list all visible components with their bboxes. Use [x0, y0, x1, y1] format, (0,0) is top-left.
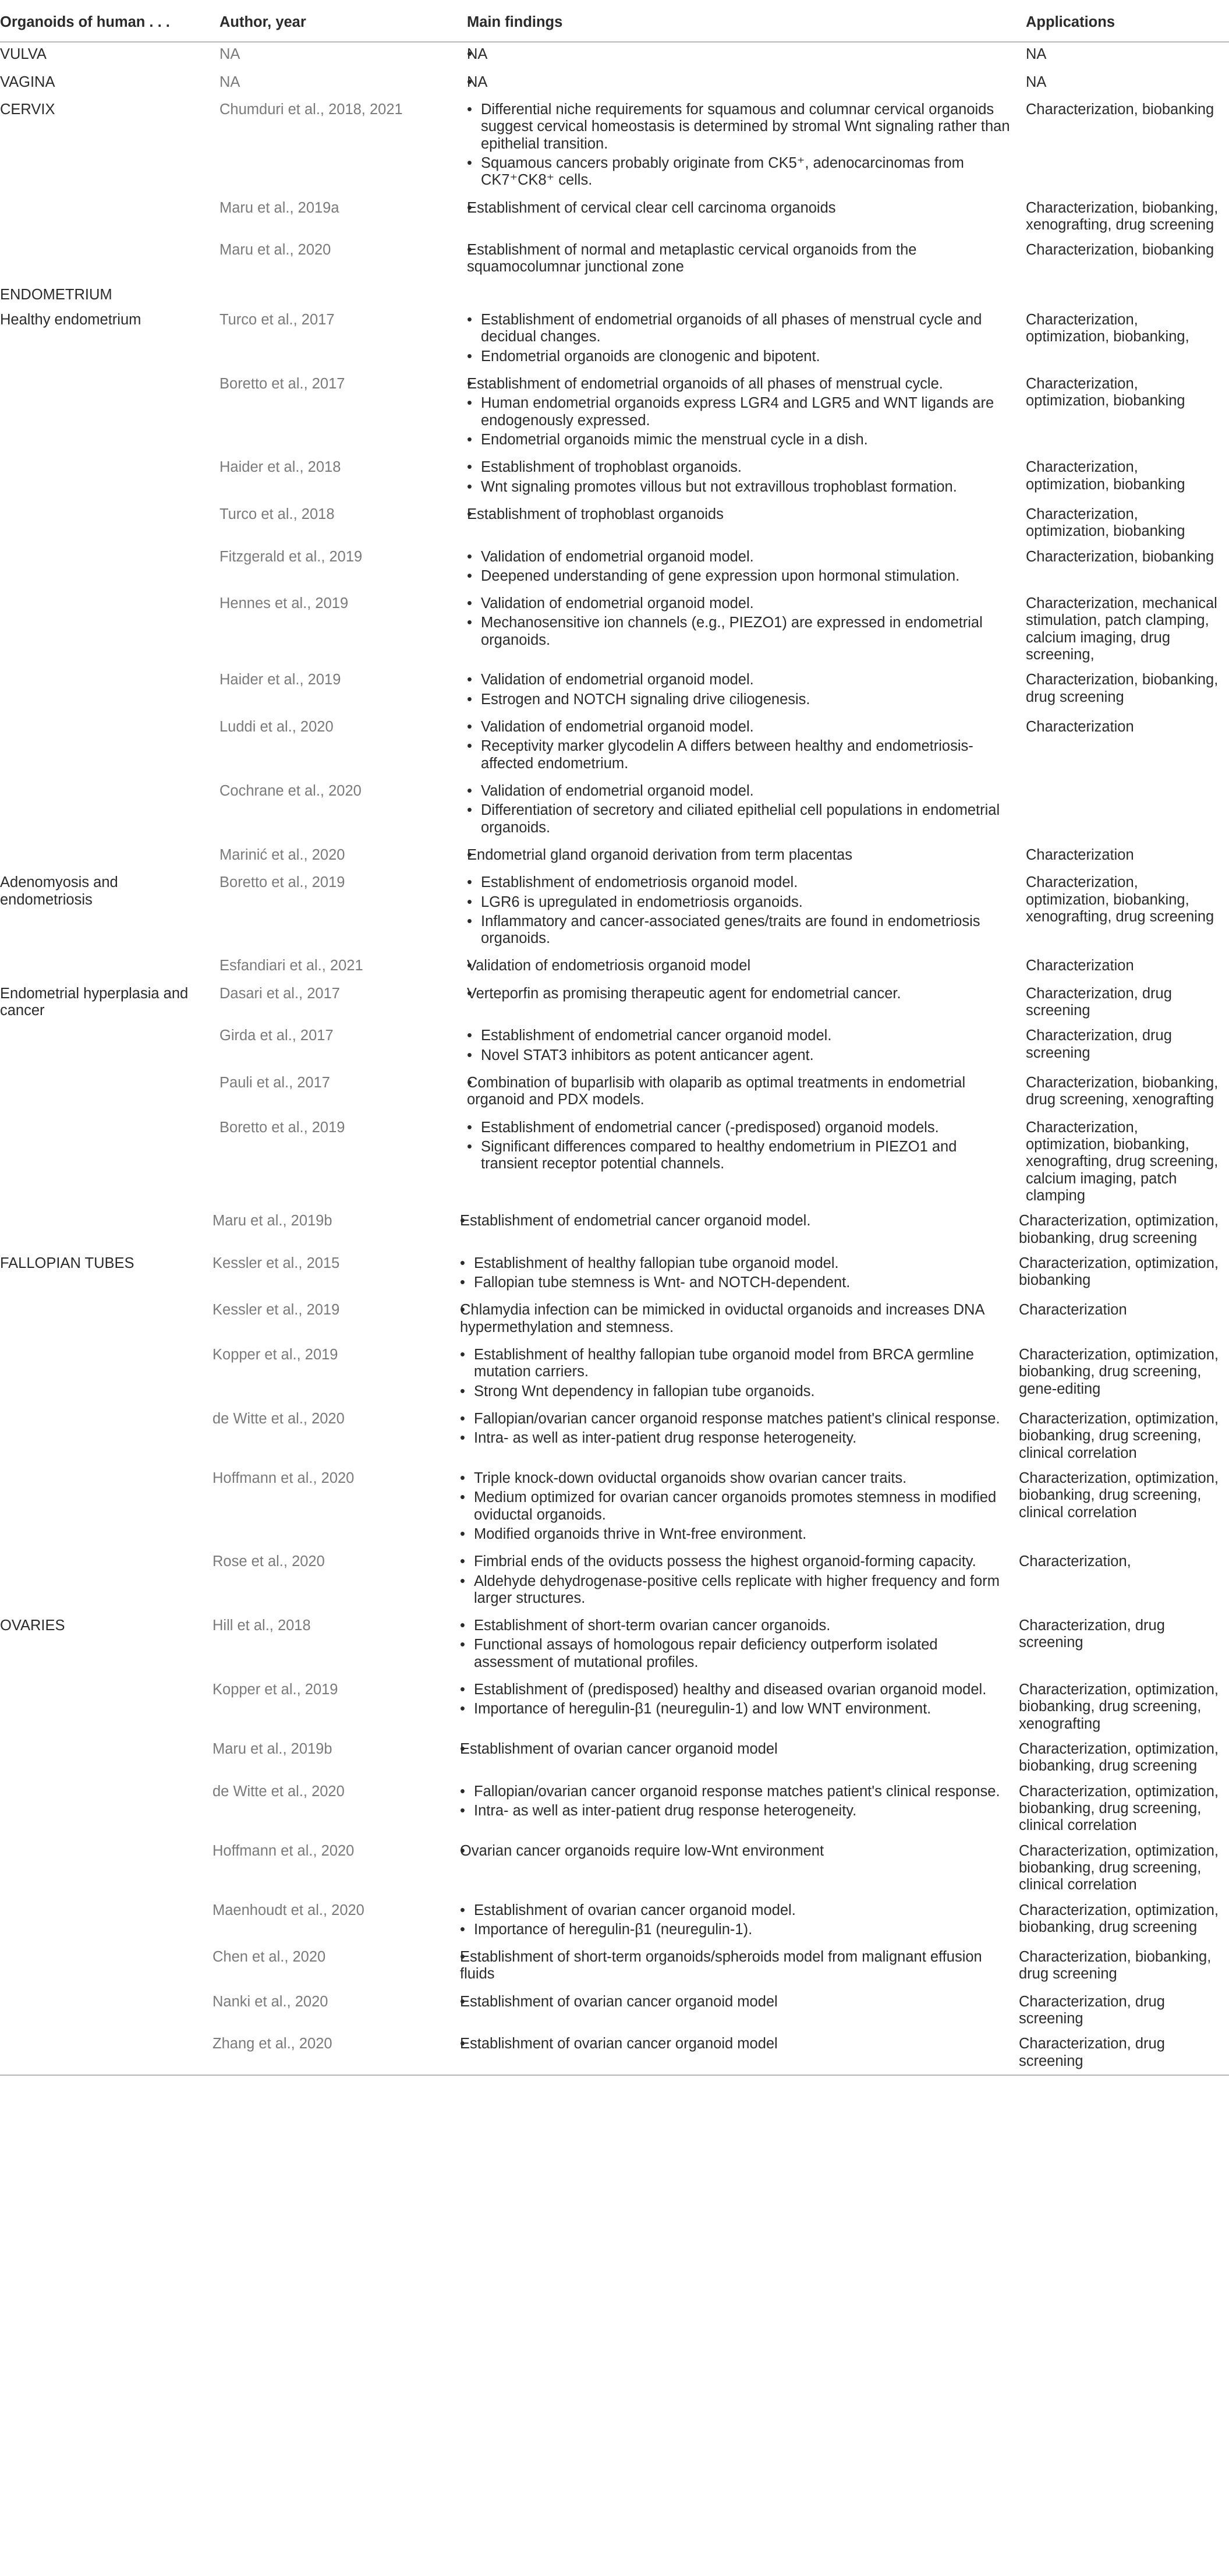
findings-list: [467, 459, 1012, 496]
finding-item: • Triple knock-down oviductal organoids show ovarian cancer traits.: [460, 1470, 1012, 1487]
finding-item: • Establishment of (predisposed) healthy and diseased ovarian organoid model.: [460, 1681, 1012, 1698]
finding-item: • Establishment of trophoblast organoids.: [467, 459, 1012, 476]
author-cell: de Witte et al., 2020: [212, 1411, 345, 1427]
table-row: [0, 1737, 1229, 1780]
findings-cell: [460, 954, 1019, 981]
author-cell: Turco et al., 2017: [219, 312, 335, 328]
findings-cell: [460, 1614, 1019, 1678]
organ-cell: VAGINA: [0, 73, 55, 90]
table-row: [0, 1407, 1229, 1467]
findings-list: [467, 847, 1012, 864]
table-row: [0, 1899, 1229, 1946]
table-row: [0, 954, 1229, 981]
applications-cell: Characterization, biobanking: [1026, 101, 1214, 118]
organ-cell: FALLOPIAN TUBES: [0, 1255, 134, 1271]
finding-item: • Differentiation of secretory and ciliated epithelial cell populations in endometrial organoids.: [467, 802, 1012, 836]
findings-list: [460, 1213, 1012, 1229]
findings-list: [460, 1949, 1012, 1983]
finding-item: • Importance of heregulin-β1 (neuregulin-1) and low WNT environment.: [460, 1701, 1012, 1718]
applications-cell: Characterization, mechanical stimulation, patch clamping, calcium imaging, drug screening,: [1026, 595, 1217, 663]
author-cell: Maru et al., 2019b: [212, 1213, 332, 1229]
applications-cell: Characterization, optimization, biobanking, drug screening: [1019, 1902, 1219, 1935]
finding-item: • Validation of endometrial organoid model.: [467, 595, 1012, 612]
table-row: [0, 1839, 1229, 1899]
table-row: [0, 1298, 1229, 1343]
author-cell: Boretto et al., 2019: [219, 874, 345, 891]
findings-cell: [460, 1678, 1019, 1737]
table-row: [0, 1116, 1229, 1210]
finding-item: • Establishment of cervical clear cell carcinoma organoids: [467, 200, 1012, 217]
author-cell: Kopper et al., 2019: [212, 1681, 338, 1698]
author-cell: Kessler et al., 2019: [212, 1302, 340, 1319]
organ-cell: [0, 503, 212, 545]
findings-list: [467, 549, 1012, 585]
finding-item: • Human endometrial organoids express LGR4 and LGR5 and WNT ligands are endogenously expressed.: [467, 395, 1012, 429]
table-row: [0, 2032, 1229, 2075]
applications-cell: Characterization, optimization, biobanking,: [1026, 312, 1189, 345]
organ-cell: [0, 592, 212, 668]
organ-cell: [0, 668, 212, 715]
organ-cell: [0, 1737, 212, 1780]
applications-cell: Characterization: [1019, 1302, 1127, 1319]
findings-cell: [460, 1298, 1019, 1343]
finding-item: • Chlamydia infection can be mimicked in oviductal organoids and increases DNA hypermethylation and stemness.: [460, 1302, 1012, 1336]
organ-cell: [0, 1990, 212, 2033]
findings-list: [460, 1302, 1012, 1336]
findings-list: [460, 1347, 1012, 1400]
applications-cell: NA: [1026, 73, 1047, 90]
organ-cell: VULVA: [0, 46, 47, 63]
organ-cell: [0, 2032, 212, 2075]
applications-cell: Characterization, optimization, biobanking, drug screening: [1019, 1741, 1219, 1775]
findings-list: [467, 376, 1012, 448]
finding-item: • Wnt signaling promotes villous but not extravillous trophoblast formation.: [467, 479, 1012, 496]
applications-cell: Characterization,: [1019, 1553, 1131, 1570]
author-cell: Zhang et al., 2020: [212, 2032, 460, 2075]
finding-item: • Establishment of endometrial cancer (-predisposed) organoid models.: [467, 1119, 1012, 1136]
finding-item: • Validation of endometrial organoid model.: [467, 549, 1012, 566]
findings-list: [460, 1470, 1012, 1543]
findings-cell: [460, 545, 1019, 592]
finding-item: • Endometrial organoids are clonogenic and bipotent.: [467, 348, 1012, 365]
findings-list: [460, 1902, 1012, 1939]
applications-cell: Characterization, optimization, biobanking, drug screening, clinical correlation: [1019, 1783, 1219, 1834]
author-cell: de Witte et al., 2020: [212, 1783, 345, 1800]
author-cell: Haider et al., 2019: [219, 672, 341, 688]
finding-item: • Combination of buparlisib with olaparib as optimal treatments in endometrial organoid and PDX models.: [467, 1075, 1012, 1109]
applications-cell: Characterization, biobanking: [1026, 242, 1214, 259]
applications-cell: NA: [1026, 46, 1047, 63]
author-cell: Nanki et al., 2020: [212, 1993, 328, 2010]
organ-cell: [0, 715, 212, 779]
table-row: [0, 372, 1229, 455]
finding-item: • NA: [467, 74, 1012, 91]
organ-cell: [0, 843, 212, 871]
findings-list: [467, 242, 1012, 276]
table-row: [0, 779, 1229, 843]
table-row: [0, 283, 1229, 308]
applications-cell: Characterization, optimization, biobanking, drug screening: [1019, 1213, 1219, 1246]
findings-cell: [460, 455, 1019, 503]
author-cell: Boretto et al., 2017: [219, 376, 345, 392]
findings-list: [467, 783, 1012, 836]
organ-cell: [0, 1407, 212, 1467]
findings-list: [467, 985, 1012, 1002]
author-cell: Kessler et al., 2015: [212, 1255, 340, 1271]
applications-cell: Characterization, drug screening: [1026, 1027, 1172, 1061]
findings-cell: [460, 1839, 1019, 1899]
table-row: [0, 1614, 1229, 1678]
finding-item: • Endometrial gland organoid derivation from term placentas: [467, 847, 1012, 864]
author-cell: Hennes et al., 2019: [219, 595, 349, 612]
organ-cell: CERVIX: [0, 101, 55, 118]
findings-cell: [460, 592, 1019, 668]
author-cell: Fitzgerald et al., 2019: [219, 548, 363, 565]
findings-cell: [460, 1945, 1019, 1990]
finding-item: • Estrogen and NOTCH signaling drive ciliogenesis.: [467, 691, 1012, 708]
table-row: [0, 1990, 1229, 2033]
table-header: [0, 0, 1229, 42]
findings-cell: [460, 372, 1019, 455]
organ-cell: OVARIES: [0, 1617, 65, 1634]
applications-cell: Characterization, drug screening: [1019, 1993, 1165, 2027]
author-cell: Boretto et al., 2019: [219, 1119, 345, 1136]
author-cell: NA: [219, 73, 240, 90]
findings-list: [467, 672, 1012, 708]
finding-item: • Functional assays of homologous repair deficiency outperform isolated assessment of mutational profiles.: [460, 1637, 1012, 1671]
finding-item: • LGR6 is upregulated in endometriosis organoids.: [467, 894, 1012, 911]
finding-item: • Validation of endometrial organoid model.: [467, 719, 1012, 736]
organ-cell: [0, 1467, 212, 1550]
finding-item: • Establishment of healthy fallopian tube organoid model.: [460, 1255, 1012, 1272]
organ-cell: [0, 372, 212, 455]
finding-item: • Establishment of endometrial cancer organoid model.: [460, 1213, 1012, 1229]
findings-cell: [460, 1024, 1019, 1071]
findings-list: [467, 46, 1012, 63]
applications-cell: Characterization, biobanking, drug screening: [1019, 1949, 1212, 1983]
table-row: [0, 42, 1229, 70]
finding-item: • Endometrial organoids mimic the menstrual cycle in a dish.: [467, 432, 1012, 448]
organ-cell: [0, 1116, 212, 1210]
applications-cell: Characterization, drug screening: [1019, 1617, 1165, 1651]
findings-cell: [460, 196, 1019, 239]
organ-cell: [0, 1550, 212, 1614]
author-cell: Chen et al., 2020: [212, 1949, 326, 1966]
finding-item: • Establishment of endometrial cancer organoid model.: [467, 1027, 1012, 1044]
header-author: Author, year: [212, 0, 460, 42]
finding-item: • Establishment of endometrial organoids of all phases of menstrual cycle.: [467, 376, 1012, 393]
findings-list: [467, 101, 1012, 189]
organ-cell: [0, 1343, 212, 1407]
applications-cell: Characterization, optimization, biobanking: [1026, 376, 1185, 409]
applications-cell: Characterization, optimization, biobanking: [1026, 459, 1185, 493]
findings-cell: [460, 98, 1019, 196]
applications-cell: [1019, 283, 1229, 308]
author-cell: Esfandiari et al., 2021: [219, 957, 363, 974]
organ-cell: [0, 1678, 212, 1737]
applications-cell: Characterization, optimization, biobanking, drug screening, gene-editing: [1019, 1347, 1219, 1397]
findings-list: [460, 1843, 1012, 1860]
author-cell: Maru et al., 2020: [219, 242, 331, 259]
applications-cell: Characterization, optimization, biobanking, drug screening, clinical correlation: [1019, 1411, 1219, 1461]
findings-cell: [460, 238, 1019, 283]
table-row: [0, 1209, 1229, 1252]
findings-cell: [460, 1550, 1019, 1614]
author-cell: Pauli et al., 2017: [219, 1075, 330, 1091]
organ-cell: Endometrial hyperplasia and cancer: [0, 985, 189, 1019]
findings-list: [460, 1411, 1012, 1447]
findings-list: [467, 595, 1012, 649]
finding-item: • Modified organoids thrive in Wnt-free environment.: [460, 1526, 1012, 1543]
finding-item: • Differential niche requirements for squamous and columnar cervical organoids suggest cervical homeostasis is determined by stromal Wnt signaling rather than epithelial transition.: [467, 101, 1012, 153]
finding-item: • Establishment of ovarian cancer organoid model.: [460, 1902, 1012, 1919]
finding-item: • Intra- as well as inter-patient drug response heterogeneity.: [460, 1430, 1012, 1447]
organ-cell: [0, 545, 212, 592]
findings-list: [460, 1681, 1012, 1718]
table-row: [0, 455, 1229, 503]
applications-cell: [1019, 779, 1229, 843]
table-row: [0, 503, 1229, 545]
applications-cell: Characterization, drug screening: [1026, 985, 1172, 1019]
applications-cell: Characterization, optimization, biobanking, xenografting, drug screening, calcium imaging, patch clamping: [1026, 1119, 1219, 1204]
applications-cell: Characterization, optimization, biobanking: [1026, 506, 1185, 540]
finding-item: • Validation of endometrial organoid model.: [467, 672, 1012, 688]
author-cell: Maru et al., 2019b: [212, 1741, 332, 1757]
findings-cell: [460, 1780, 1019, 1839]
findings-list: [460, 1994, 1012, 2010]
finding-item: • Establishment of ovarian cancer organoid model: [460, 1741, 1012, 1758]
finding-item: • Establishment of ovarian cancer organoid model: [460, 1994, 1012, 2010]
organ-cell: [0, 1209, 212, 1252]
table-row: [0, 1550, 1229, 1614]
table-row: [0, 196, 1229, 239]
table-row: [0, 1467, 1229, 1550]
finding-item: • NA: [467, 46, 1012, 63]
findings-cell: [460, 1209, 1019, 1252]
applications-cell: Characterization, biobanking, drug screening, xenografting: [1026, 1075, 1219, 1108]
finding-item: • Fallopian/ovarian cancer organoid response matches patient's clinical response.: [460, 1783, 1012, 1800]
table-row: [0, 98, 1229, 196]
table-row: [0, 545, 1229, 592]
header-applications: Applications: [1019, 0, 1229, 42]
author-cell: Hill et al., 2018: [212, 1617, 311, 1634]
finding-item: • Receptivity marker glycodelin A differs between healthy and endometriosis-affected endometrium.: [467, 738, 1012, 772]
findings-cell: [460, 1071, 1019, 1116]
findings-list: [467, 957, 1012, 974]
finding-item: • Establishment of short-term ovarian cancer organoids.: [460, 1617, 1012, 1634]
findings-cell: [460, 668, 1019, 715]
table-row: [0, 668, 1229, 715]
author-cell: Dasari et al., 2017: [219, 985, 340, 1002]
finding-item: • Fallopian tube stemness is Wnt- and NOTCH-dependent.: [460, 1274, 1012, 1291]
findings-list: [460, 1553, 1012, 1607]
organ-cell: [0, 1839, 212, 1899]
author-cell: Hoffmann et al., 2020: [212, 1842, 355, 1859]
organ-cell: [0, 455, 212, 503]
findings-cell: [460, 308, 1019, 372]
author-cell: Maenhoudt et al., 2020: [212, 1902, 364, 1918]
author-cell: Hoffmann et al., 2020: [212, 1469, 355, 1486]
organ-cell: [0, 238, 212, 283]
author-cell: Chumduri et al., 2018, 2021: [219, 101, 403, 118]
table-row: [0, 843, 1229, 871]
applications-cell: Characterization, optimization, biobanking, xenografting, drug screening: [1026, 874, 1214, 925]
finding-item: • Establishment of ovarian cancer organoid model: [460, 2036, 1012, 2052]
organ-cell: [0, 1899, 212, 1946]
finding-item: • Establishment of normal and metaplastic cervical organoids from the squamocolumnar junctional zone: [467, 242, 1012, 276]
applications-cell: Characterization, optimization, biobanking, drug screening, clinical correlation: [1019, 1469, 1219, 1521]
author-cell: Luddi et al., 2020: [219, 719, 334, 735]
finding-item: • Ovarian cancer organoids require low-Wnt environment: [460, 1843, 1012, 1860]
table-row: [0, 715, 1229, 779]
organ-cell: [0, 1780, 212, 1839]
applications-cell: Characterization: [1026, 846, 1134, 863]
author-cell: Kopper et al., 2019: [212, 1347, 338, 1363]
finding-item: • Establishment of healthy fallopian tube organoid model from BRCA germline mutation carriers.: [460, 1347, 1012, 1381]
findings-cell: [460, 70, 1019, 98]
applications-cell: Characterization: [1026, 719, 1134, 735]
findings-cell: [460, 779, 1019, 843]
applications-cell: Characterization, optimization, biobanking: [1019, 1255, 1219, 1289]
finding-item: • Validation of endometrial organoid model.: [467, 783, 1012, 800]
findings-cell: [460, 1116, 1019, 1210]
findings-list: [460, 2036, 1012, 2052]
findings-list: [460, 1255, 1012, 1292]
finding-item: • Establishment of endometriosis organoid model.: [467, 874, 1012, 891]
finding-item: • Importance of heregulin-β1 (neuregulin-1).: [460, 1921, 1012, 1938]
finding-item: • Fallopian/ovarian cancer organoid response matches patient's clinical response.: [460, 1411, 1012, 1427]
table-row: [0, 1252, 1229, 1299]
finding-item: • Inflammatory and cancer-associated genes/traits are found in endometriosis organoids.: [467, 913, 1012, 948]
findings-cell: [460, 503, 1019, 545]
organ-cell: [0, 1945, 212, 1990]
table-row: [0, 1071, 1229, 1116]
finding-item: • Novel STAT3 inhibitors as potent anticancer agent.: [467, 1047, 1012, 1064]
findings-cell: [460, 1990, 1019, 2033]
finding-item: • Establishment of short-term organoids/spheroids model from malignant effusion fluids: [460, 1949, 1012, 1983]
findings-cell: [460, 843, 1019, 871]
author-cell: Girda et al., 2017: [219, 1027, 334, 1044]
findings-cell: [460, 1899, 1019, 1946]
findings-cell: [460, 1467, 1019, 1550]
findings-list: [467, 1075, 1012, 1109]
header-organ: Organoids of human . . .: [0, 0, 212, 42]
finding-item: • Strong Wnt dependency in fallopian tube organoids.: [460, 1383, 1012, 1400]
applications-cell: Characterization, optimization, biobanking, drug screening, xenografting: [1019, 1681, 1219, 1732]
applications-cell: Characterization, drug screening: [1019, 2032, 1229, 2075]
table-row: [0, 238, 1229, 283]
table-row: [0, 1678, 1229, 1737]
findings-cell: [460, 1407, 1019, 1467]
organ-cell: [0, 1298, 212, 1343]
findings-list: [467, 506, 1012, 523]
applications-cell: Characterization, biobanking, xenografting, drug screening: [1026, 199, 1219, 233]
findings-list: [460, 1783, 1012, 1820]
findings-list: [467, 1119, 1012, 1173]
table-row: [0, 982, 1229, 1024]
finding-item: • Mechanosensitive ion channels (e.g., PIEZO1) are expressed in endometrial organoids.: [467, 614, 1012, 649]
organ-cell: ENDOMETRIUM: [0, 286, 112, 303]
finding-item: • Validation of endometriosis organoid model: [467, 957, 1012, 974]
applications-cell: Characterization, optimization, biobanking, drug screening, clinical correlation: [1019, 1842, 1219, 1893]
findings-list: [467, 719, 1012, 772]
author-cell: [212, 283, 460, 308]
header-findings: Main findings: [460, 0, 1019, 42]
finding-item: • Establishment of endometrial organoids of all phases of menstrual cycle and decidual changes.: [467, 312, 1012, 346]
finding-item: • Fimbrial ends of the oviducts possess the highest organoid-forming capacity.: [460, 1553, 1012, 1570]
organ-cell: Healthy endometrium: [0, 312, 141, 328]
findings-cell: [460, 871, 1019, 954]
finding-item: • Medium optimized for ovarian cancer organoids promotes stemness in modified oviductal organoids.: [460, 1489, 1012, 1524]
findings-cell: [460, 2032, 1019, 2075]
finding-item: • Aldehyde dehydrogenase-positive cells replicate with higher frequency and form larger structures.: [460, 1573, 1012, 1607]
table-row: [0, 1780, 1229, 1839]
finding-item: • Deepened understanding of gene expression upon hormonal stimulation.: [467, 568, 1012, 585]
findings-list: [467, 74, 1012, 91]
table-row: [0, 871, 1229, 954]
organ-cell: Adenomyosis and endometriosis: [0, 874, 118, 908]
applications-cell: Characterization, biobanking: [1026, 548, 1214, 565]
findings-list: [467, 200, 1012, 217]
table-row: [0, 1024, 1229, 1071]
findings-list: [460, 1741, 1012, 1758]
table-row: [0, 592, 1229, 668]
organ-cell: [0, 196, 212, 239]
author-cell: Turco et al., 2018: [219, 506, 335, 522]
finding-item: • Squamous cancers probably originate from CK5⁺, adenocarcinomas from CK7⁺CK8⁺ cells.: [467, 155, 1012, 189]
finding-item: • Intra- as well as inter-patient drug response heterogeneity.: [460, 1803, 1012, 1819]
table-row: [0, 1945, 1229, 1990]
findings-list: [467, 312, 1012, 365]
finding-item: • Establishment of trophoblast organoids: [467, 506, 1012, 523]
findings-cell: [460, 1737, 1019, 1780]
table-row: [0, 308, 1229, 372]
organ-cell: [0, 954, 212, 981]
organ-cell: [0, 779, 212, 843]
table-row: [0, 1343, 1229, 1407]
findings-list: [460, 1617, 1012, 1671]
findings-cell: [460, 1343, 1019, 1407]
findings-cell: [460, 42, 1019, 70]
author-cell: Cochrane et al., 2020: [219, 782, 362, 799]
author-cell: NA: [219, 46, 240, 63]
findings-list: [467, 874, 1012, 947]
organ-cell: [0, 1024, 212, 1071]
findings-cell: [460, 1252, 1019, 1299]
author-cell: Haider et al., 2018: [219, 459, 341, 476]
table-body: [0, 42, 1229, 2075]
author-cell: Rose et al., 2020: [212, 1553, 325, 1570]
findings-cell: [460, 283, 1019, 308]
author-cell: Marinić et al., 2020: [219, 846, 345, 863]
findings-cell: [460, 715, 1019, 779]
findings-list: [467, 1027, 1012, 1064]
finding-item: • Verteporfin as promising therapeutic agent for endometrial cancer.: [467, 985, 1012, 1002]
findings-cell: [460, 982, 1019, 1024]
organ-cell: [0, 1071, 212, 1116]
applications-cell: Characterization: [1026, 957, 1134, 974]
author-cell: Maru et al., 2019a: [219, 199, 339, 216]
finding-item: • Significant differences compared to healthy endometrium in PIEZO1 and transient receptor potential channels.: [467, 1139, 1012, 1173]
table-row: [0, 70, 1229, 98]
applications-cell: Characterization, biobanking, drug screening: [1026, 672, 1219, 705]
